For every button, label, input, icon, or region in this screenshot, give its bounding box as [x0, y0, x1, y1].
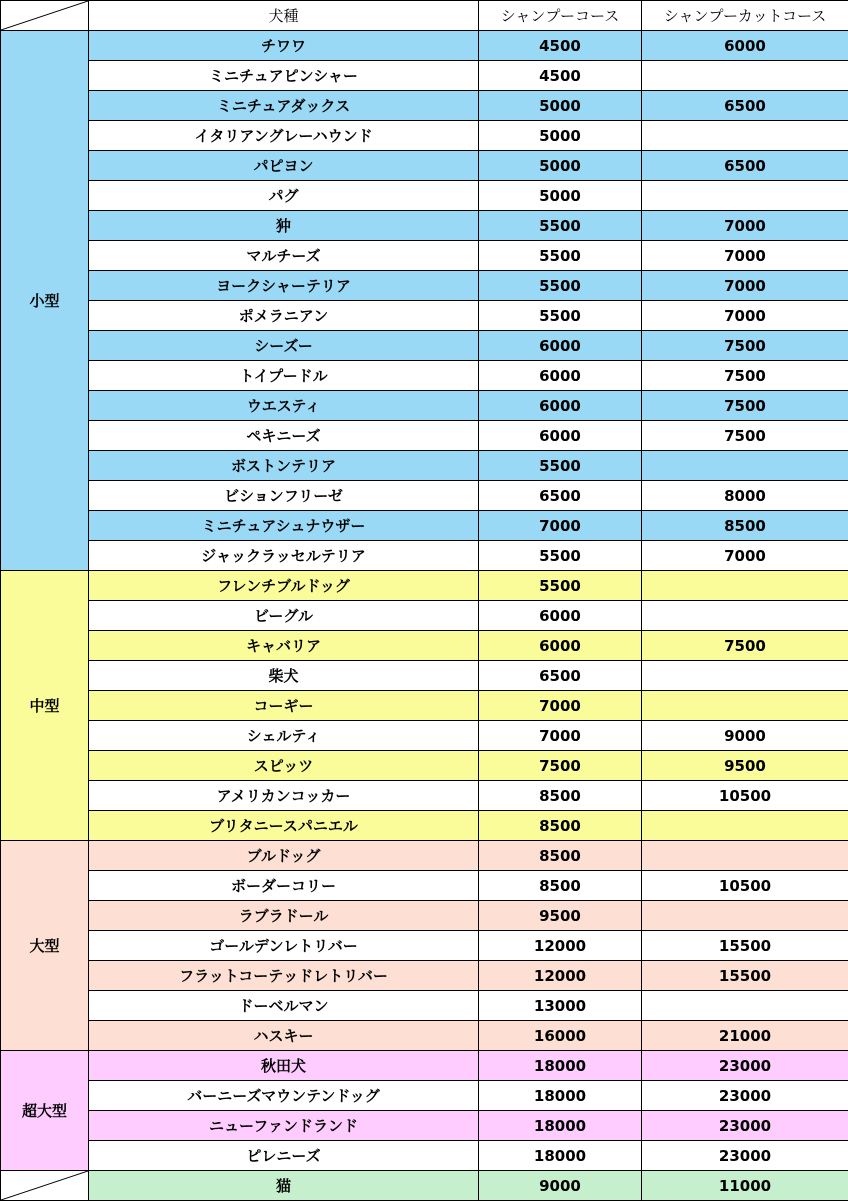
breed-cell: ジャックラッセルテリア — [89, 541, 479, 571]
shampoo-cut-price-cell: 23000 — [642, 1051, 848, 1081]
header-breed: 犬種 — [89, 1, 479, 31]
shampoo-price-cell: 6500 — [479, 661, 642, 691]
shampoo-price-cell: 7000 — [479, 691, 642, 721]
breed-cell: フラットコーテッドレトリバー — [89, 961, 479, 991]
shampoo-price-cell: 6000 — [479, 361, 642, 391]
breed-cell: ペキニーズ — [89, 421, 479, 451]
shampoo-price-cell: 16000 — [479, 1021, 642, 1051]
shampoo-price-cell: 6000 — [479, 391, 642, 421]
shampoo-cut-price-cell: 7500 — [642, 361, 848, 391]
breed-cell: キャバリア — [89, 631, 479, 661]
shampoo-price-cell: 5500 — [479, 301, 642, 331]
shampoo-cut-price-cell: 7500 — [642, 331, 848, 361]
table-row — [1, 331, 848, 361]
table-row — [1, 961, 848, 991]
table-row — [1, 451, 848, 481]
shampoo-cut-price-cell: 6500 — [642, 91, 848, 121]
shampoo-price-cell: 8500 — [479, 841, 642, 871]
table-row — [1, 571, 848, 601]
breed-cell: シーズー — [89, 331, 479, 361]
table-row — [1, 601, 848, 631]
shampoo-cut-price-cell — [642, 181, 848, 211]
shampoo-cut-price-cell: 7000 — [642, 271, 848, 301]
shampoo-cut-price-cell — [642, 841, 848, 871]
shampoo-price-cell: 4500 — [479, 31, 642, 61]
table-row — [1, 481, 848, 511]
breed-cell: ブルドッグ — [89, 841, 479, 871]
size-group-label: 超大型 — [1, 1051, 89, 1171]
shampoo-cut-price-cell: 23000 — [642, 1081, 848, 1111]
shampoo-cut-price-cell: 7500 — [642, 421, 848, 451]
breed-cell: ウエスティ — [89, 391, 479, 421]
breed-cell: アメリカンコッカー — [89, 781, 479, 811]
shampoo-cut-price-cell: 9000 — [642, 721, 848, 751]
breed-cell: ビーグル — [89, 601, 479, 631]
shampoo-price-cell: 4500 — [479, 61, 642, 91]
breed-cell: コーギー — [89, 691, 479, 721]
shampoo-cut-price-cell: 6500 — [642, 151, 848, 181]
breed-cell: ミニチュアシュナウザー — [89, 511, 479, 541]
cat-row — [1, 1171, 848, 1201]
breed-cell: スピッツ — [89, 751, 479, 781]
shampoo-cut-price-cell: 7000 — [642, 301, 848, 331]
breed-cell: ドーベルマン — [89, 991, 479, 1021]
shampoo-price-cell: 8500 — [479, 781, 642, 811]
shampoo-price-cell: 5500 — [479, 241, 642, 271]
shampoo-cut-price-cell — [642, 601, 848, 631]
breed-cell: ピレニーズ — [89, 1141, 479, 1171]
table-row — [1, 1021, 848, 1051]
breed-cell: 柴犬 — [89, 661, 479, 691]
shampoo-price-cell: 5500 — [479, 571, 642, 601]
table-row — [1, 991, 848, 1021]
table-row — [1, 181, 848, 211]
shampoo-cut-price-cell — [642, 811, 848, 841]
breed-cell: 猫 — [89, 1171, 479, 1201]
breed-cell: ヨークシャーテリア — [89, 271, 479, 301]
shampoo-cut-price-cell — [642, 991, 848, 1021]
shampoo-price-cell: 8500 — [479, 871, 642, 901]
shampoo-cut-price-cell — [642, 661, 848, 691]
table-row — [1, 121, 848, 151]
shampoo-cut-price-cell: 9500 — [642, 751, 848, 781]
header-shampoo-cut: シャンプーカットコース — [642, 1, 848, 31]
size-group-label: 小型 — [1, 31, 89, 571]
shampoo-cut-price-cell: 23000 — [642, 1111, 848, 1141]
table-body — [1, 31, 848, 1201]
shampoo-cut-price-cell: 7000 — [642, 211, 848, 241]
breed-cell: ビションフリーゼ — [89, 481, 479, 511]
breed-cell: トイプードル — [89, 361, 479, 391]
shampoo-cut-price-cell — [642, 451, 848, 481]
breed-cell: チワワ — [89, 31, 479, 61]
shampoo-price-cell: 5500 — [479, 271, 642, 301]
cat-corner-cell — [1, 1171, 89, 1201]
shampoo-price-cell: 9000 — [479, 1171, 642, 1201]
corner-cell — [1, 1, 89, 31]
table-row — [1, 541, 848, 571]
breed-cell: ラブラドール — [89, 901, 479, 931]
shampoo-price-cell: 18000 — [479, 1081, 642, 1111]
table-row — [1, 1141, 848, 1171]
table-row — [1, 751, 848, 781]
shampoo-cut-price-cell: 11000 — [642, 1171, 848, 1201]
table-row — [1, 661, 848, 691]
breed-cell: ゴールデンレトリバー — [89, 931, 479, 961]
shampoo-price-cell: 7000 — [479, 721, 642, 751]
shampoo-price-cell: 6000 — [479, 631, 642, 661]
breed-cell: パグ — [89, 181, 479, 211]
table-row — [1, 271, 848, 301]
breed-cell: バーニーズマウンテンドッグ — [89, 1081, 479, 1111]
breed-cell: パピヨン — [89, 151, 479, 181]
table-row — [1, 511, 848, 541]
table-row — [1, 901, 848, 931]
shampoo-cut-price-cell: 7500 — [642, 631, 848, 661]
shampoo-price-cell: 6000 — [479, 601, 642, 631]
shampoo-price-cell: 5500 — [479, 451, 642, 481]
shampoo-price-cell: 5000 — [479, 121, 642, 151]
table-row — [1, 211, 848, 241]
shampoo-price-cell: 5500 — [479, 541, 642, 571]
shampoo-cut-price-cell — [642, 61, 848, 91]
breed-cell: 狆 — [89, 211, 479, 241]
table-row — [1, 301, 848, 331]
shampoo-price-cell: 18000 — [479, 1141, 642, 1171]
shampoo-price-cell: 9500 — [479, 901, 642, 931]
breed-cell: ミニチュアダックス — [89, 91, 479, 121]
table-row — [1, 151, 848, 181]
shampoo-price-cell: 12000 — [479, 931, 642, 961]
shampoo-price-cell: 7000 — [479, 511, 642, 541]
table-row — [1, 421, 848, 451]
shampoo-price-cell: 6000 — [479, 331, 642, 361]
breed-cell: 秋田犬 — [89, 1051, 479, 1081]
table-row — [1, 781, 848, 811]
table-row — [1, 391, 848, 421]
table-row — [1, 841, 848, 871]
breed-cell: フレンチブルドッグ — [89, 571, 479, 601]
breed-cell: ボーダーコリー — [89, 871, 479, 901]
breed-cell: ボストンテリア — [89, 451, 479, 481]
table-row — [1, 91, 848, 121]
diagonal-line-icon — [1, 1171, 88, 1200]
shampoo-price-cell: 18000 — [479, 1111, 642, 1141]
breed-cell: イタリアングレーハウンド — [89, 121, 479, 151]
table-row — [1, 361, 848, 391]
header-shampoo: シャンプーコース — [479, 1, 642, 31]
table-row — [1, 811, 848, 841]
shampoo-price-cell: 5500 — [479, 211, 642, 241]
shampoo-price-cell: 6000 — [479, 421, 642, 451]
table-row — [1, 931, 848, 961]
shampoo-cut-price-cell: 6000 — [642, 31, 848, 61]
shampoo-price-cell: 5000 — [479, 151, 642, 181]
breed-cell: マルチーズ — [89, 241, 479, 271]
shampoo-price-cell: 7500 — [479, 751, 642, 781]
shampoo-cut-price-cell: 23000 — [642, 1141, 848, 1171]
shampoo-price-cell: 18000 — [479, 1051, 642, 1081]
shampoo-cut-price-cell: 15500 — [642, 961, 848, 991]
shampoo-price-cell: 8500 — [479, 811, 642, 841]
header-row — [1, 1, 848, 31]
table-row — [1, 241, 848, 271]
breed-cell: ハスキー — [89, 1021, 479, 1051]
breed-cell: ミニチュアピンシャー — [89, 61, 479, 91]
table-row — [1, 1081, 848, 1111]
shampoo-cut-price-cell — [642, 691, 848, 721]
table-row — [1, 631, 848, 661]
table-row — [1, 61, 848, 91]
shampoo-cut-price-cell — [642, 901, 848, 931]
breed-cell: ニューファンドランド — [89, 1111, 479, 1141]
shampoo-cut-price-cell: 21000 — [642, 1021, 848, 1051]
size-group-label: 中型 — [1, 571, 89, 841]
shampoo-cut-price-cell — [642, 571, 848, 601]
shampoo-cut-price-cell — [642, 121, 848, 151]
diagonal-line-icon — [1, 1, 88, 30]
table-row — [1, 1051, 848, 1081]
shampoo-price-cell: 5000 — [479, 181, 642, 211]
shampoo-cut-price-cell: 15500 — [642, 931, 848, 961]
shampoo-price-cell: 5000 — [479, 91, 642, 121]
shampoo-price-cell: 12000 — [479, 961, 642, 991]
shampoo-cut-price-cell: 7500 — [642, 391, 848, 421]
shampoo-cut-price-cell: 8000 — [642, 481, 848, 511]
shampoo-price-cell: 13000 — [479, 991, 642, 1021]
breed-cell: ポメラニアン — [89, 301, 479, 331]
shampoo-price-cell: 6500 — [479, 481, 642, 511]
table-row — [1, 871, 848, 901]
table-row — [1, 1111, 848, 1141]
shampoo-cut-price-cell: 10500 — [642, 781, 848, 811]
breed-cell: ブリタニースパニエル — [89, 811, 479, 841]
shampoo-cut-price-cell: 10500 — [642, 871, 848, 901]
breed-cell: シェルティ — [89, 721, 479, 751]
table-row — [1, 31, 848, 61]
shampoo-cut-price-cell: 8500 — [642, 511, 848, 541]
table-row — [1, 721, 848, 751]
shampoo-cut-price-cell: 7000 — [642, 541, 848, 571]
size-group-label: 大型 — [1, 841, 89, 1051]
shampoo-cut-price-cell: 7000 — [642, 241, 848, 271]
table-row — [1, 691, 848, 721]
